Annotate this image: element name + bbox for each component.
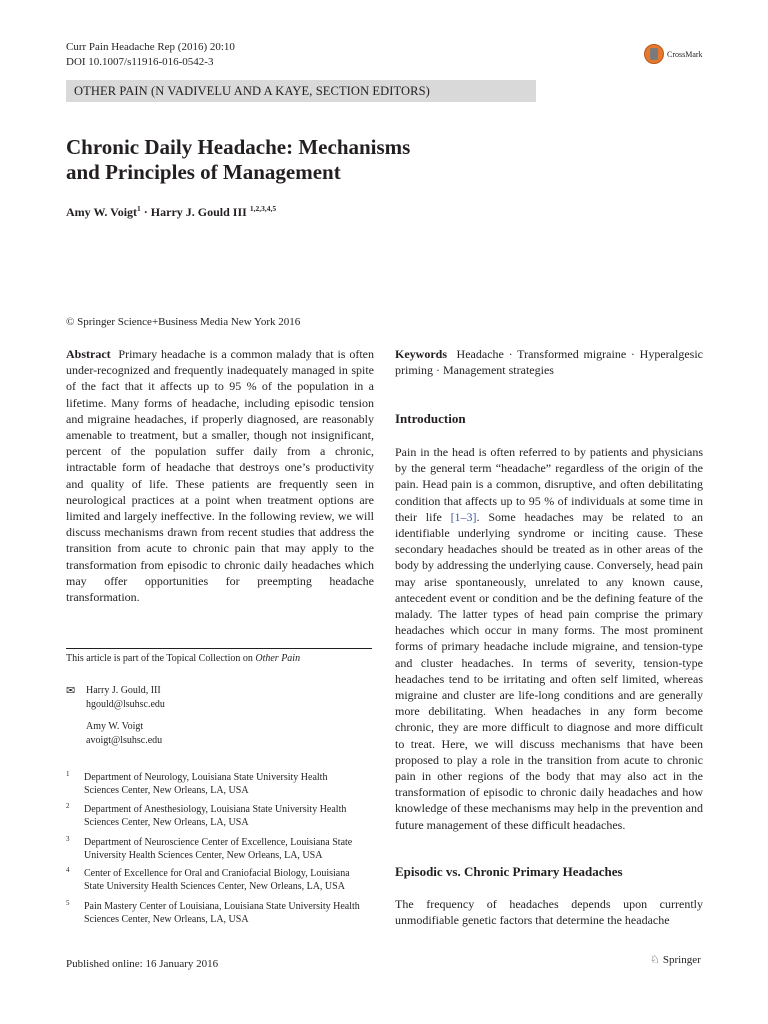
introduction-paragraph [395, 444, 703, 833]
coauthor-email[interactable]: avoigt@lsuhsc.edu [86, 735, 163, 746]
citation-link[interactable]: [1–3] [450, 509, 477, 524]
author-gould-affiliation: 1,2,3,4,5 [249, 204, 277, 213]
corresponding-author-name: Harry J. Gould, III [86, 685, 161, 696]
springer-label: Springer [662, 953, 701, 966]
copyright-notice: © Springer Science+Business Media New York 2016 [66, 316, 301, 328]
affiliation-line: Center of Excellence for Oral and Craniofacial Biology, Louisiana [84, 868, 350, 879]
affiliation-line: Sciences Center, New Orleans, LA, USA [84, 914, 249, 926]
affiliation-line: Sciences Center, New Orleans, LA, USA [84, 785, 249, 797]
affiliation-number: 1 [66, 770, 70, 778]
corresponding-author-email[interactable]: hgould@lsuhsc.edu [86, 699, 165, 710]
envelope-icon: ✉ [66, 685, 76, 697]
springer-logo [650, 953, 701, 966]
author-voigt[interactable]: Amy W. Voigt [66, 205, 138, 219]
affiliation-number: 5 [66, 899, 70, 907]
keywords-text: Headache · Transformed migraine · Hyperalgesic priming · Management strategies [395, 347, 703, 378]
author-separator: · [140, 205, 151, 219]
crossmark-label: CrossMark [667, 49, 703, 59]
keywords [395, 346, 703, 378]
affiliation-line: State University Health Sciences Center, New Orleans, LA, USA [84, 881, 345, 893]
springer-horse-icon: ♘ [650, 954, 660, 966]
affiliation-line: Department of Neuroscience Center of Excellence, Louisiana State [84, 837, 353, 848]
abstract-text: Primary headache is a common malady that is often under-recognized and frequently inadequately managed in spite of the fact that it affects up to 95 % of the population in a lifetime. Many forms of headache, including episodic tension and migraine headaches, if properly diagnosed, are reasonably amenable to treatment, but a smaller, though not insignificant, percent of the population suffer daily from a chronic, intractable form of headache that destroys one’s productivity and quality of life. These patients are frequently seen in neurological practices at a point when treatment options are limited and largely ineffective. In the following review, we will discuss mechanisms drawn from recent studies that address the transition from acute to chronic pain that may apply to the transformation from episodic to chronic daily headaches which may offer opportunities for preempting headache transformation. [66, 347, 374, 605]
abstract [66, 346, 374, 605]
crossmark-badge[interactable] [644, 44, 703, 64]
topical-prefix: This article is part of the Topical Collection on [66, 653, 256, 664]
section-banner: OTHER PAIN (N VADIVELU AND A KAYE, SECTION EDITORS) [66, 80, 536, 102]
topical-collection-link[interactable]: Other Pain [255, 653, 301, 664]
affiliation-number: 4 [66, 866, 70, 874]
affiliation-line: Sciences Center, New Orleans, LA, USA [84, 817, 249, 829]
affiliation-line: Department of Neurology, Louisiana State University Health [84, 772, 328, 783]
episodic-heading: Episodic vs. Chronic Primary Headaches [395, 864, 623, 879]
footnote-divider [66, 648, 372, 649]
introduction-heading: Introduction [395, 411, 466, 426]
affiliation-line: University Health Sciences Center, New Orleans, LA, USA [84, 850, 323, 862]
affiliation-line: Pain Mastery Center of Louisiana, Louisiana State University Health [84, 901, 360, 912]
introduction-text-continued: . Some headaches may be related to an identifiable underlying syndrome or inciting cause. These secondary headaches should be treated as in other areas of the body by addressing the underlying cause. Conversely, head pain may arise spontaneously, unrelated to any known cause, antecedent event or condition and be the defining feature of the malady. The latter types of head pain comprise the primary headaches which occur in many forms. The most prominent forms of primary headache include migraine, and tension-type and cluster headaches. In terms of severity, tension-type headaches tend to be irritating and often self limited, whereas migraine and cluster are life-long conditions and are generally more debilitating. When headaches in any form become chronic, they are more difficult to diagnose and more difficult to treat. Here, we will discuss mechanisms that have been proposed to play a role in the transition from acute to chronic pain in other regions of the body that may also act in the transformation of episodic to chronic daily headaches and how knowledge of these mechanisms may help in the prevention and future management of these difficult headaches. [395, 509, 703, 832]
doi[interactable]: DOI 10.1007/s11916-016-0542-3 [66, 56, 214, 68]
keywords-label: Keywords [395, 347, 447, 361]
journal-header [66, 40, 235, 70]
author-voigt-affiliation: 1 [137, 204, 141, 213]
title-line-2: and Principles of Management [66, 160, 341, 184]
author-gould[interactable]: Harry J. Gould III [150, 205, 247, 219]
affiliation-number: 3 [66, 835, 70, 843]
published-date: Published online: 16 January 2016 [66, 958, 219, 970]
coauthor-name: Amy W. Voigt [86, 721, 144, 732]
crossmark-icon [644, 44, 664, 64]
introduction-text: Pain in the head is often referred to by patients and physicians by the general term “headache” regardless of the origin of the pain. Head pain is a common, disruptive, and often debilitating condition that affects up to 95 % of individuals at some time in their life [395, 445, 703, 524]
title-line-1: Chronic Daily Headache: Mechanisms [66, 135, 411, 159]
affiliation-number: 2 [66, 802, 70, 810]
affiliation-line: Department of Anesthesiology, Louisiana State University Health [84, 804, 347, 815]
article-title [66, 135, 566, 185]
abstract-label: Abstract [66, 347, 111, 361]
journal-citation: Curr Pain Headache Rep (2016) 20:10 [66, 41, 235, 53]
episodic-paragraph: The frequency of headaches depends upon currently unmodifiable genetic factors that determine the headache [395, 897, 703, 928]
topical-collection-note [66, 653, 300, 664]
author-list [66, 204, 276, 220]
